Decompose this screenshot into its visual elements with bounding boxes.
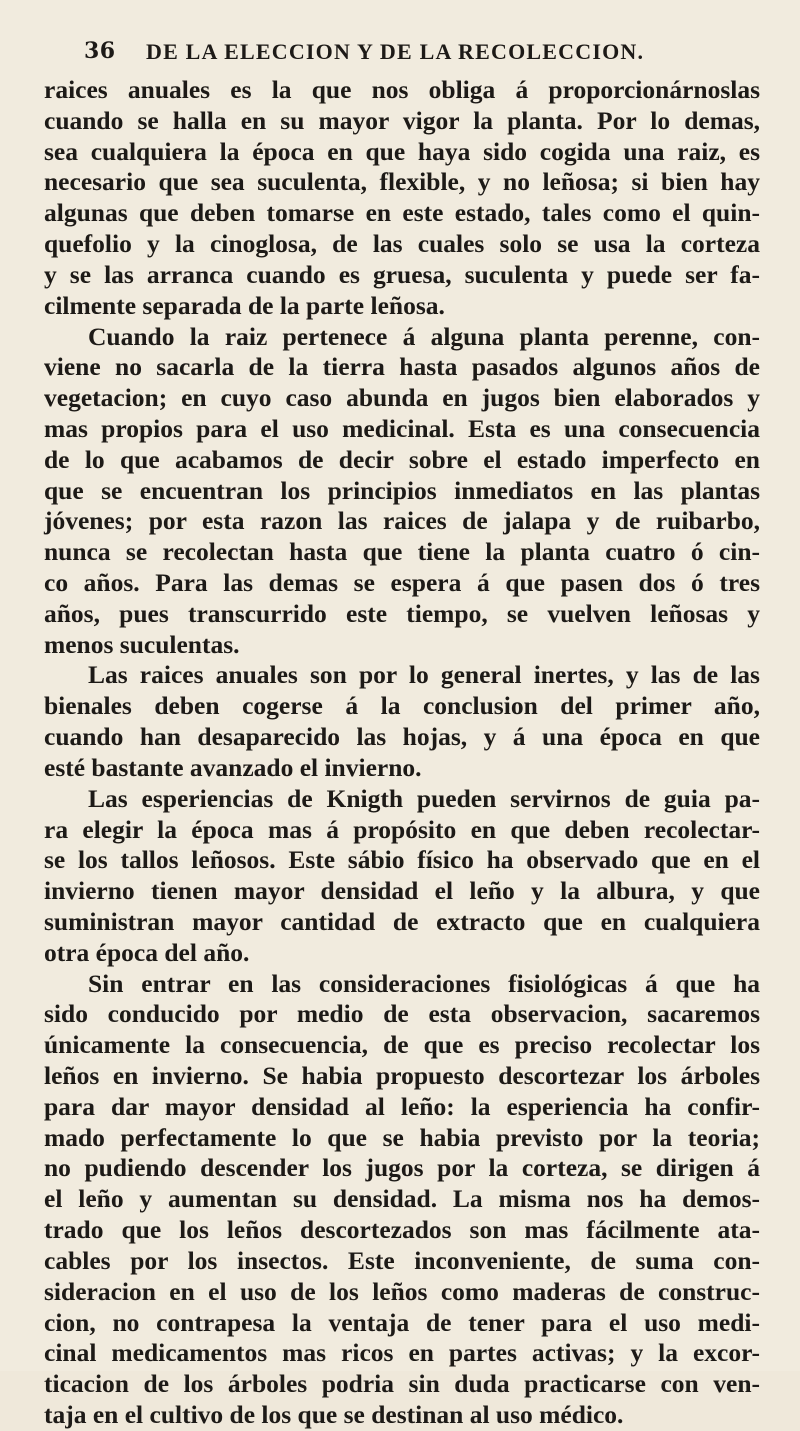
page-header bbox=[84, 38, 744, 74]
text-line: leños en invierno. Se habia propuesto descortezar los árboles bbox=[44, 1061, 760, 1090]
text-line: jóvenes; por esta razon las raices de jalapa y de ruibarbo, bbox=[44, 506, 760, 536]
text-line: que se encuentran los principios inmediatos en las plantas bbox=[44, 475, 760, 505]
text-line: únicamente la consecuencia, de que es preciso recolectar los bbox=[44, 1030, 760, 1060]
text-line: raices anuales es la que nos obliga á proporcionárnoslas bbox=[44, 75, 760, 104]
text-line: necesario que sea suculenta, flexible, y no leñosa; si bien hay bbox=[44, 167, 760, 197]
text-line: menos suculentas. bbox=[44, 629, 240, 659]
text-line: viene no sacarla de la tierra hasta pasados algunos años de bbox=[44, 352, 760, 382]
text-line: suministran mayor cantidad de extracto que en cualquiera bbox=[44, 906, 760, 936]
text-line: ticacion de los árboles podria sin duda practicarse con ven- bbox=[44, 1369, 760, 1399]
text-line: mado perfectamente lo que se habia previsto por la teoria; bbox=[44, 1122, 760, 1152]
text-line: cables por los insectos. Este inconveniente, de suma con- bbox=[44, 1245, 760, 1275]
text-line: cion, no contrapesa la ventaja de tener para el uso medi- bbox=[44, 1307, 760, 1337]
text-line: trado que los leños descortezados son mas fácilmente ata- bbox=[44, 1215, 760, 1245]
text-line: Las esperiencias de Knigth pueden servirnos de guia pa- bbox=[88, 783, 760, 813]
text-line: Las raices anuales son por lo general inertes, y las de las bbox=[88, 660, 760, 690]
text-line: el leño y aumentan su densidad. La misma nos ha demos- bbox=[44, 1184, 760, 1214]
text-line: vegetacion; en cuyo caso abunda en jugos bien elaborados y bbox=[44, 383, 760, 413]
text-line: y se las arranca cuando es gruesa, suculenta y puede ser fa- bbox=[44, 259, 760, 289]
running-title: DE LA ELECCION Y DE LA RECOLECCION. bbox=[146, 39, 645, 64]
text-line: invierno tienen mayor densidad el leño y la albura, y que bbox=[44, 876, 760, 906]
text-line: años, pues transcurrido este tiempo, se vuelven leñosas y bbox=[44, 598, 760, 628]
text-line: para dar mayor densidad al leño: la esperiencia ha confir- bbox=[44, 1091, 760, 1121]
text-line: algunas que deben tomarse en este estado, tales como el quin- bbox=[44, 198, 760, 228]
text-line: bienales deben cogerse á la conclusion del primer año, bbox=[44, 691, 760, 721]
text-line: nunca se recolectan hasta que tiene la planta cuatro ó cin- bbox=[44, 537, 760, 567]
text-line: otra época del año. bbox=[44, 937, 250, 967]
text-line: sea cualquiera la época en que haya sido cogida una raiz, es bbox=[44, 136, 760, 166]
text-line: de lo que acabamos de decir sobre el estado imperfecto en bbox=[44, 444, 760, 474]
text-line: mas propios para el uso medicinal. Esta es una consecuencia bbox=[44, 413, 760, 443]
text-line: quefolio y la cinoglosa, de las cuales solo se usa la corteza bbox=[44, 229, 760, 259]
text-line: co años. Para las demas se espera á que pasen dos ó tres bbox=[44, 568, 760, 597]
text-line: cinal medicamentos mas ricos en partes activas; y la excor- bbox=[44, 1338, 760, 1368]
page-body-text bbox=[44, 75, 760, 1431]
text-line: cilmente separada de la parte leñosa. bbox=[44, 290, 445, 320]
text-line: esté bastante avanzado el invierno. bbox=[44, 752, 422, 782]
text-line: ra elegir la época mas á propósito en que deben recolectar- bbox=[44, 814, 760, 844]
text-line: sideracion en el uso de los leños como maderas de construc- bbox=[44, 1276, 760, 1306]
text-line: Sin entrar en las consideraciones fisiológicas á que ha bbox=[88, 968, 760, 998]
text-line: se los tallos leñosos. Este sábio físico ha observado que en el bbox=[44, 845, 760, 875]
text-line: Cuando la raiz pertenece á alguna planta perenne, con- bbox=[88, 321, 760, 351]
text-line: no pudiendo descender los jugos por la corteza, se dirigen á bbox=[44, 1153, 760, 1183]
text-line: taja en el cultivo de los que se destinan al uso médico. bbox=[44, 1399, 624, 1429]
text-line: sido conducido por medio de esta observacion, sacaremos bbox=[44, 999, 760, 1029]
text-line: cuando han desaparecido las hojas, y á una época en que bbox=[44, 722, 760, 752]
page-number: 36 bbox=[84, 38, 116, 64]
text-line: cuando se halla en su mayor vigor la planta. Por lo demas, bbox=[44, 105, 760, 135]
